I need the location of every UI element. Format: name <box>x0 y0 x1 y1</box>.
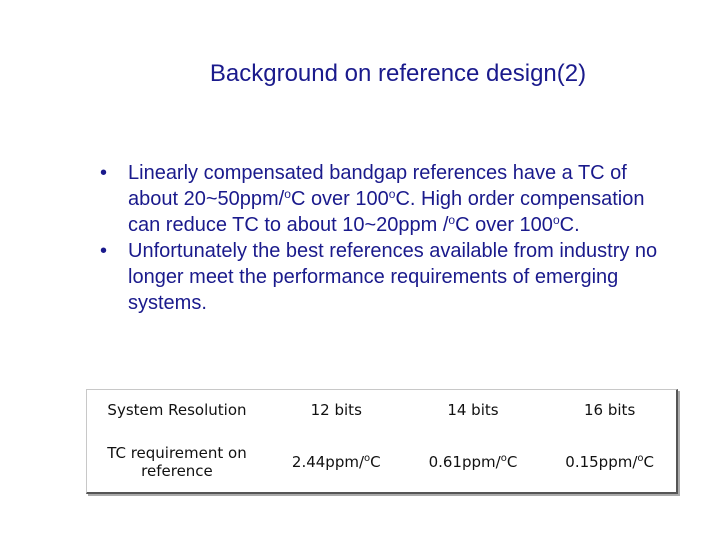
row-header-system-resolution: System Resolution <box>107 400 247 419</box>
slide-title: Background on reference design(2) <box>209 60 587 87</box>
bullet-text-part: C over 100 <box>455 214 553 236</box>
bullet-text: Unfortunately the best references available from industry no longer meet the performance requirements of emerging systems. <box>128 240 658 314</box>
bullet-list <box>100 160 660 316</box>
tc-requirement-table <box>86 389 678 494</box>
tc-unit: C <box>506 453 518 472</box>
cell-tc-16-bits <box>541 430 678 494</box>
tc-value: 2.44ppm/ <box>291 453 365 472</box>
bullet-marker: • <box>100 240 108 262</box>
bullet-text-part: C. <box>559 214 580 236</box>
row-header-tc-requirement: TC requirement on reference <box>107 444 247 481</box>
degree-superscript: o <box>448 213 456 227</box>
bullet-marker: • <box>100 162 108 184</box>
bullet-text-part: C over 100 <box>290 188 389 210</box>
degree-superscript: o <box>552 213 560 227</box>
bullet-text-part: C. High order compensation can reduce TC to about 10~20ppm / <box>128 188 645 236</box>
table-row-resolution <box>86 389 678 430</box>
cell-12-bits: 12 bits <box>310 400 362 419</box>
degree-superscript: o <box>388 187 396 201</box>
degree-superscript: o <box>637 453 644 465</box>
degree-superscript: o <box>364 453 371 465</box>
bullet-text-part: Linearly compensated bandgap references have a TC of about 20~50ppm/ <box>128 162 627 210</box>
tc-unit: C <box>643 453 654 472</box>
degree-superscript: o <box>500 453 507 465</box>
cell-16-bits: 16 bits <box>584 400 636 419</box>
bullet-item-tc <box>100 160 660 238</box>
table-row-tc-requirement <box>86 430 678 494</box>
cell-tc-12-bits <box>268 430 405 494</box>
degree-superscript: o <box>284 187 291 201</box>
bullet-item-industry <box>100 238 660 316</box>
tc-value: 0.15ppm/ <box>565 453 638 472</box>
tc-unit: C <box>370 453 381 472</box>
cell-tc-14-bits <box>405 430 542 494</box>
cell-14-bits: 14 bits <box>447 400 499 419</box>
tc-value: 0.61ppm/ <box>428 453 501 472</box>
